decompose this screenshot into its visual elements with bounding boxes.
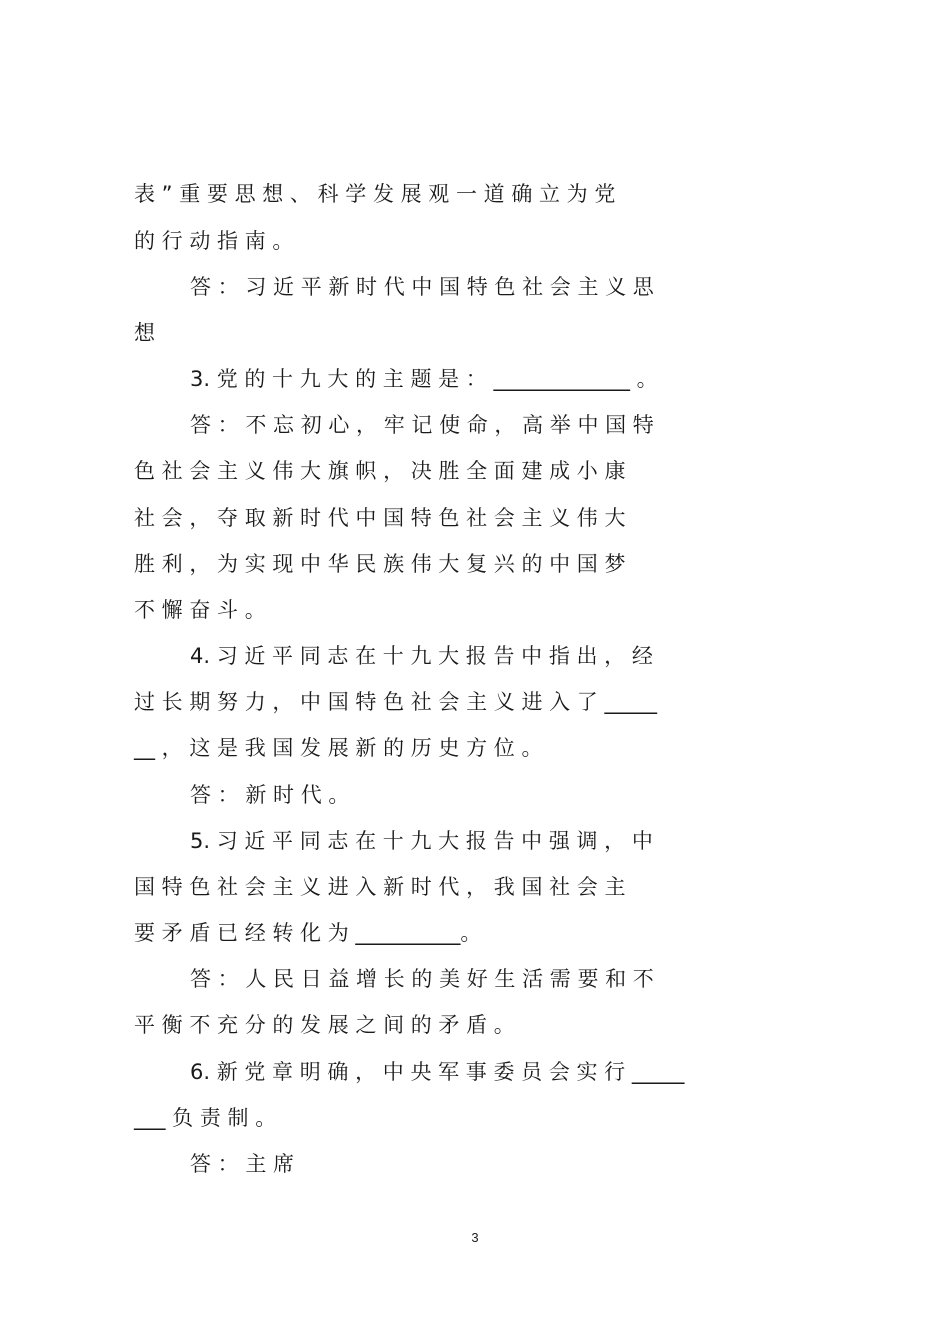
text-line: 过 长 期 努 力 ， 中 国 特 色 社 会 主 义 进 入 了 _____ <box>134 690 657 714</box>
answer-line: 答 ： 人 民 日 益 增 长 的 美 好 生 活 需 要 和 不 <box>190 967 654 991</box>
question-line: 3. 党 的 十 九 大 的 主 题 是 ： _____________ 。 <box>190 367 658 391</box>
answer-line: 答 ： 主 席 <box>190 1152 295 1176</box>
text-line: 胜 利 ， 为 实 现 中 华 民 族 伟 大 复 兴 的 中 国 梦 <box>134 552 626 576</box>
answer-line: 答 ： 习 近 平 新 时 代 中 国 特 色 社 会 主 义 思 <box>190 275 654 299</box>
text-line: 不 懈 奋 斗 。 <box>134 598 266 622</box>
text-line: 要 矛 盾 已 经 转 化 为 __________。 <box>134 921 482 945</box>
text-line: 想 <box>134 321 155 345</box>
text-line: 表 ” 重 要 思 想 、 科 学 发 展 观 一 道 确 立 为 党 <box>134 182 616 206</box>
question-line: 4. 习 近 平 同 志 在 十 九 大 报 告 中 指 出 ， 经 <box>190 644 653 668</box>
text-line: 平 衡 不 充 分 的 发 展 之 间 的 矛 盾 。 <box>134 1013 515 1037</box>
text-line: 色 社 会 主 义 伟 大 旗 帜 ， 决 胜 全 面 建 成 小 康 <box>134 459 626 483</box>
question-line: 5. 习 近 平 同 志 在 十 九 大 报 告 中 强 调 ， 中 <box>190 829 653 853</box>
text-line: __ ， 这 是 我 国 发 展 新 的 历 史 方 位 。 <box>134 736 543 760</box>
text-line: ___ 负 责 制 。 <box>134 1106 277 1130</box>
answer-line: 答 ： 新 时 代 。 <box>190 783 350 807</box>
page-number: 3 <box>471 1230 479 1245</box>
answer-line: 答 ： 不 忘 初 心 ， 牢 记 使 命 ， 高 举 中 国 特 <box>190 413 654 437</box>
text-line: 国 特 色 社 会 主 义 进 入 新 时 代 ， 我 国 社 会 主 <box>134 875 626 899</box>
text-line: 社 会 ， 夺 取 新 时 代 中 国 特 色 社 会 主 义 伟 大 <box>134 506 626 530</box>
question-line: 6. 新 党 章 明 确 ， 中 央 军 事 委 员 会 实 行 _____ <box>190 1060 685 1084</box>
text-line: 的 行 动 指 南 。 <box>134 229 294 253</box>
